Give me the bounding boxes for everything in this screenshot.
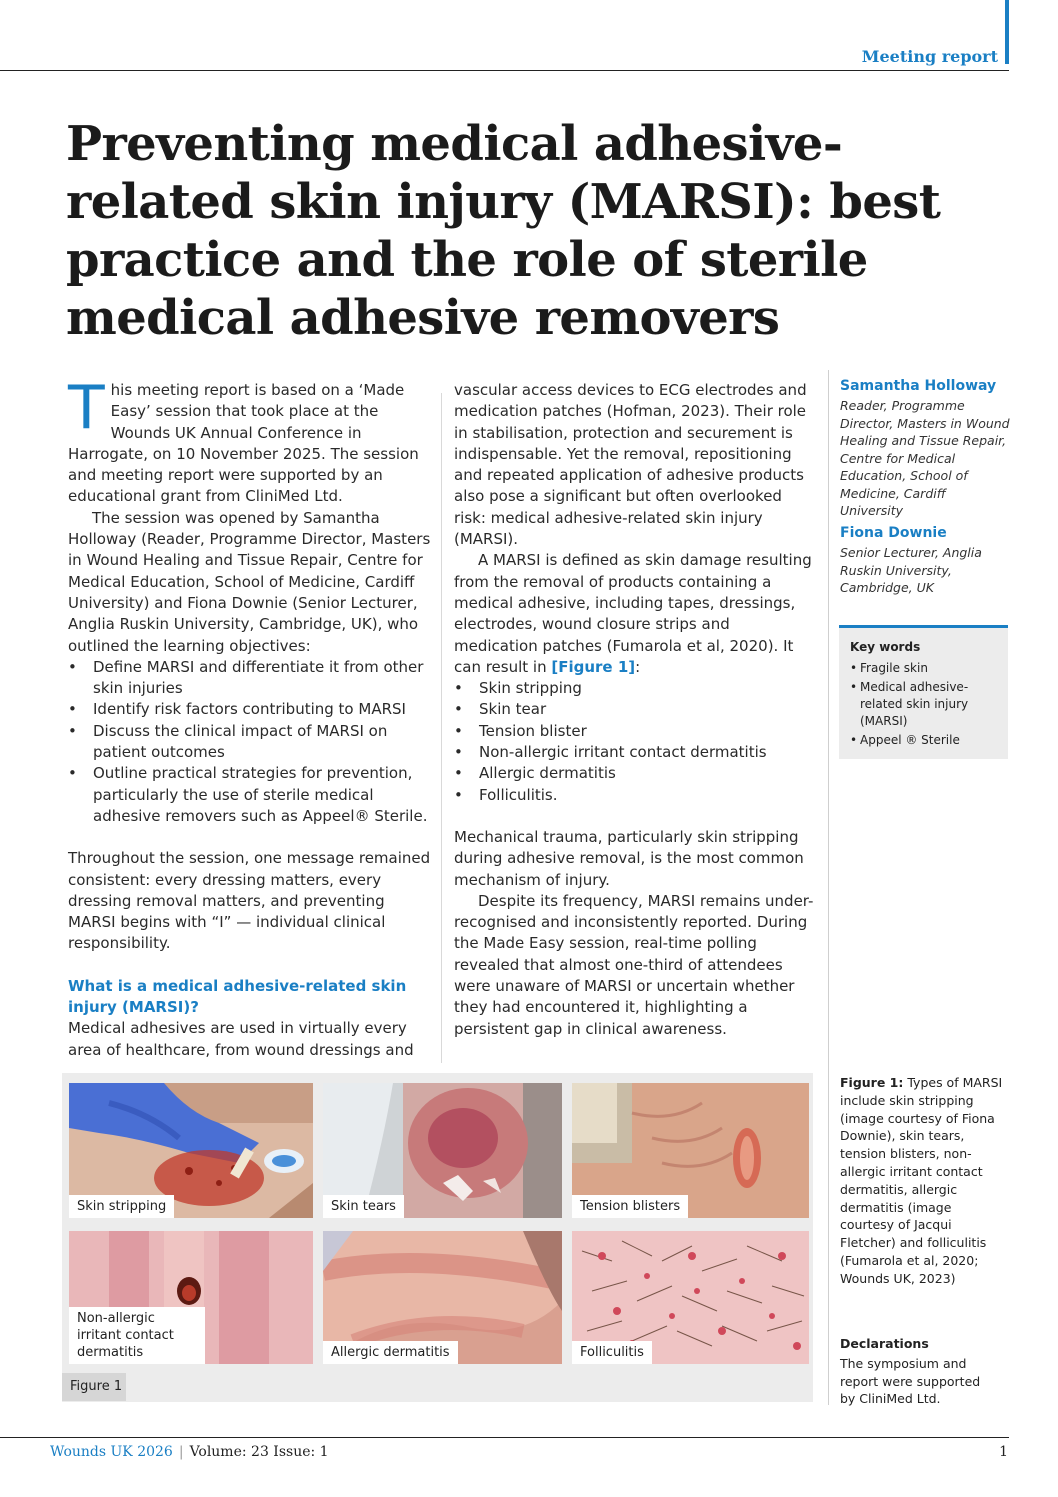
author-block-2 <box>840 525 1010 597</box>
opening-paragraph: The session was opened by Samantha Holloway (Reader, Programme Director, Masters in Wound Healing and Tissue Repair, Centre for Medical Education, School of Medicine, Cardiff University) and Fiona Downie (Senior Lecturer, Anglia Ruskin University, Cambridge, UK), who outlined the learning objectives: <box>68 508 431 655</box>
list-item: • Define MARSI and differentiate it from other skin injuries <box>68 657 433 700</box>
author-name: Fiona Downie <box>840 525 947 541</box>
photo-tension-blisters <box>572 1083 809 1218</box>
image-label: Non-allergic irritant contact dermatitis <box>69 1307 205 1364</box>
photo-irritant-dermatitis <box>69 1231 313 1364</box>
image-label: Skin tears <box>323 1195 404 1218</box>
footer-rule <box>0 1437 1009 1438</box>
intro-paragraph: This meeting report is based on a ‘Made Easy’ session that took place at the Wounds UK Annual Conference in Harrogate, on 10 November 2025. The session and meeting report were supported by an educational grant from CliniMed Ltd. <box>68 373 419 506</box>
column-divider <box>441 393 442 1063</box>
declarations-title: Declarations <box>840 1336 929 1351</box>
list-item: • Discuss the clinical impact of MARSI on patient outcomes <box>68 721 433 764</box>
section-label: Meeting report <box>861 47 998 66</box>
keywords-box <box>839 625 1008 759</box>
figure-tag: Figure 1 <box>62 1373 126 1401</box>
list-item: • Skin stripping <box>454 678 816 699</box>
marsi-types-list <box>454 678 816 806</box>
list-item: • Outline practical strategies for prevention, particularly the use of sterile medical adhesive removers such as Appeel® Sterile. <box>68 763 433 827</box>
list-item: • Tension blister <box>454 721 816 742</box>
drop-cap: T <box>68 373 105 443</box>
caption-text: Types of MARSI include skin stripping (image courtesy of Fiona Downie), skin tears, tension blisters, non-allergic irritant contact dermatitis, allergic dermatitis (image courtesy of Jacqui Fletcher) and folliculitis (Fumarola et al, 2020; Wounds UK, 2023) <box>840 1075 1003 1286</box>
list-item: • Identify risk factors contributing to MARSI <box>68 699 433 720</box>
keywords-title: Key words <box>850 640 921 654</box>
mechanical-trauma-paragraph: Mechanical trauma, particularly skin stripping during adhesive removal, is the most common mechanism of injury. <box>454 827 804 889</box>
body-column-2 <box>454 380 816 1040</box>
photo-folliculitis <box>572 1231 809 1364</box>
image-label: Tension blisters <box>572 1195 688 1218</box>
awareness-paragraph: Despite its frequency, MARSI remains under-recognised and inconsistently reported. During the Made Easy session, real-time polling revealed that almost one-third of attendees were unaware of MARSI or uncertain whether they had encountered it, highlighting a persistent gap in clinical awareness. <box>454 891 814 1038</box>
declarations-text: The symposium and report were supported by CliniMed Ltd. <box>840 1355 981 1407</box>
article-title: Preventing medical adhesive-related skin injury (MARSI): best practice and the role of sterile medical adhesive removers <box>66 116 941 346</box>
journal-name: Wounds UK 2026 <box>50 1444 173 1460</box>
keywords-list <box>850 660 997 749</box>
marsi-definition-paragraph: A MARSI is defined as skin damage resulting from the removal of products containing a medical adhesive, including tapes, dressings, electrodes, wound closure strips and medication patches (Fumarola et al, 2020). It can result in [Figure 1]: <box>454 551 812 676</box>
photo-skin-tears <box>323 1083 562 1218</box>
author-block-1 <box>840 378 1010 520</box>
footer-journal: Wounds UK 2026 | Volume: 23 Issue: 1 <box>50 1444 329 1460</box>
definition-paragraph: Medical adhesives are used in virtually every area of healthcare, from wound dressings and <box>68 1019 414 1059</box>
body-column-1 <box>68 373 433 1061</box>
declarations-block <box>840 1335 995 1408</box>
author-affiliation: Reader, Programme Director, Masters in Wound Healing and Tissue Repair, Centre for Medical Education, School of Medicine, Cardiff University <box>840 398 1010 518</box>
keyword-item: • Appeel ® Sterile <box>850 732 997 749</box>
message-paragraph: Throughout the session, one message remained consistent: every dressing matters, every dressing removal matters, and preventing MARSI begins with “I” — individual clinical responsibility. <box>68 849 431 953</box>
keyword-item: • Fragile skin <box>850 660 997 677</box>
list-item: • Skin tear <box>454 699 816 720</box>
figure-panel <box>62 1073 813 1402</box>
section-subheading: What is a medical adhesive-related skin injury (MARSI)? <box>68 976 407 1017</box>
author-affiliation: Senior Lecturer, Anglia Ruskin University, Cambridge, UK <box>840 545 982 595</box>
volume-issue: Volume: 23 Issue: 1 <box>189 1444 329 1460</box>
photo-allergic-dermatitis <box>323 1231 562 1364</box>
caption-label: Figure 1: <box>840 1075 904 1090</box>
image-label: Skin stripping <box>69 1195 174 1218</box>
image-label: Folliculitis <box>572 1341 652 1364</box>
figure-caption <box>840 1074 1005 1288</box>
header-accent-bar <box>1005 0 1009 64</box>
sidebar-rule <box>828 370 829 1405</box>
list-item: • Non-allergic irritant contact dermatitis <box>454 742 816 763</box>
image-label: Allergic dermatitis <box>323 1341 458 1364</box>
keyword-item: • Medical adhesive-related skin injury (MARSI) <box>850 679 980 730</box>
figure-reference-link[interactable]: [Figure 1] <box>551 657 636 676</box>
adhesives-paragraph: vascular access devices to ECG electrodes and medication patches (Hofman, 2023). Their role in stabilisation, protection and securement is indispensable. Yet the removal, repositioning and repeated application of adhesive products also pose a significant but often overlooked risk: medical adhesive-related skin injury (MARSI). <box>454 381 807 549</box>
photo-skin-stripping <box>69 1083 313 1218</box>
page-number: 1 <box>999 1444 1008 1460</box>
list-item: • Allergic dermatitis <box>454 763 816 784</box>
objectives-list <box>68 657 433 827</box>
header-rule <box>0 70 1009 71</box>
list-item: • Folliculitis. <box>454 785 816 806</box>
author-name: Samantha Holloway <box>840 378 997 394</box>
